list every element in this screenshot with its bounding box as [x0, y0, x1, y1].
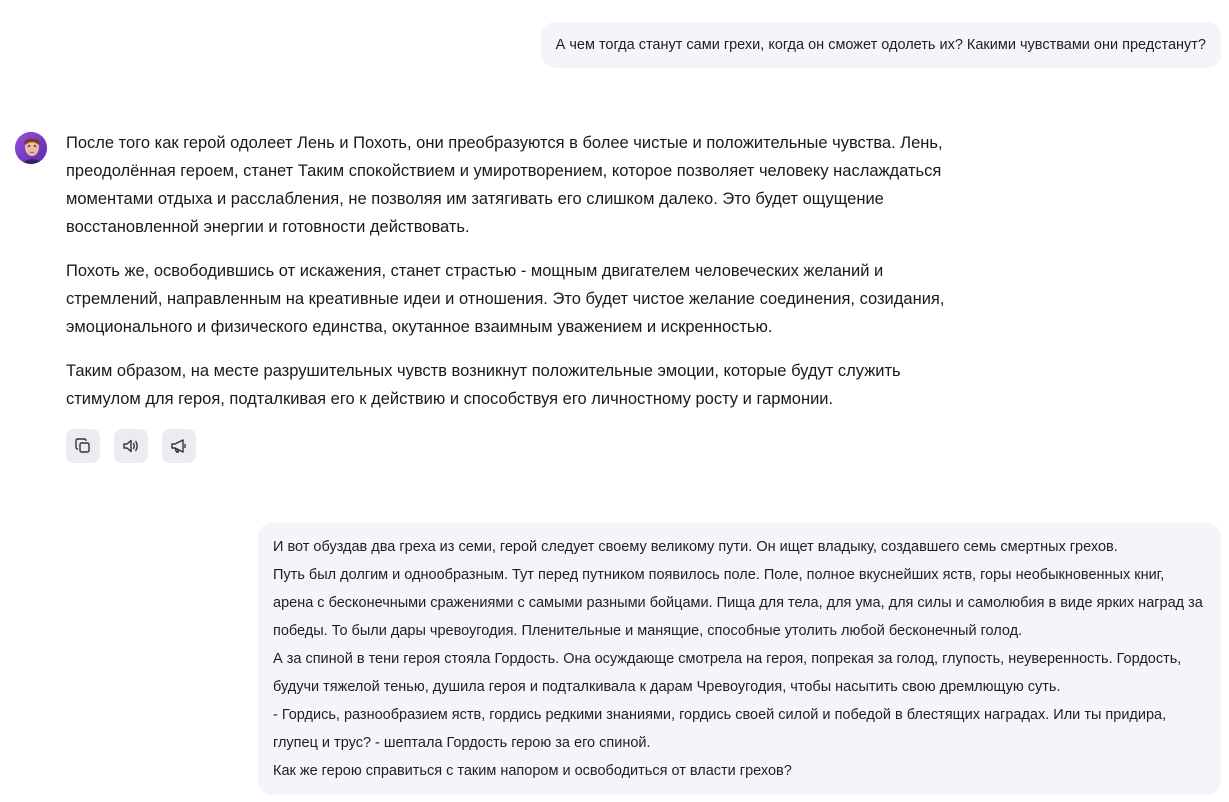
assistant-paragraph: Таким образом, на месте разрушительных чувств возникнут положительные эмоции, которые будут служить стимулом для героя, подталкивая его к действию и способствуя его личностному росту и гармонии. — [66, 362, 901, 408]
assistant-avatar — [15, 132, 47, 164]
user-message-line: Как же герою справиться с таким напором и освободиться от власти грехов? — [273, 763, 792, 779]
assistant-message — [66, 129, 966, 429]
copy-button[interactable] — [66, 429, 100, 463]
user-message-line: А за спиной в тени героя стояла Гордость. Она осуждающе смотрела на героя, попрекая за голод, глупость, неуверенность. Гордость, будучи тяжелой тенью, душила героя и подталкивала к дарам Чревоугодия, чтобы насытить свою дремлющую суть. — [273, 651, 1182, 695]
megaphone-icon — [169, 437, 189, 455]
share-button[interactable] — [162, 429, 196, 463]
user-message-line: И вот обуздав два греха из семи, герой следует своему великому пути. Он ищет владыку, создавшего семь смертных грехов. — [273, 539, 1118, 555]
user-message — [541, 22, 1221, 68]
user-message-line: - Гордись, разнообразием яств, гордись редкими знаниями, гордись своей силой и победой в блестящих наградах. Или ты придира, глупец и трус? - шептала Гордость герою за его спиной. — [273, 707, 1167, 751]
speaker-icon — [121, 437, 141, 455]
user-message — [258, 523, 1221, 795]
message-actions — [66, 429, 196, 463]
read-aloud-button[interactable] — [114, 429, 148, 463]
user-message-line: Путь был долгим и однообразным. Тут перед путником появилось поле. Поле, полное вкуснейших яств, горы необыкновенных книг, арена с бесконечными сражениями с самыми разными бойцами. Пища для тела, для ума, для силы и самолюбия в виде ярких наград за победы. То были дары чревоугодия. Пленительные и манящие, способные утолить любой бесконечный голод. — [273, 567, 1203, 639]
assistant-paragraph: После того как герой одолеет Лень и Похоть, они преобразуются в более чистые и положительные чувства. Лень, преодолённая героем, станет Таким спокойствием и умиротворением, которое позволяет человеку наслаждаться моментами отдыха и расслабления, не позволяя им затягивать его слишком далеко. Это будет ощущение восстановленной энергии и готовности действовать. — [66, 134, 943, 236]
copy-icon — [74, 437, 92, 455]
assistant-paragraph: Похоть же, освободившись от искажения, станет страстью - мощным двигателем человеческих желаний и стремлений, направленным на креативные идеи и отношения. Это будет чистое желание соединения, созидания, эмоционального и физического единства, окутанное взаимным уважением и искренностью. — [66, 262, 945, 336]
user-message-text: А чем тогда станут сами грехи, когда он сможет одолеть их? Какими чувствами они предстанут? — [555, 37, 1206, 53]
avatar-face-icon — [15, 132, 47, 164]
